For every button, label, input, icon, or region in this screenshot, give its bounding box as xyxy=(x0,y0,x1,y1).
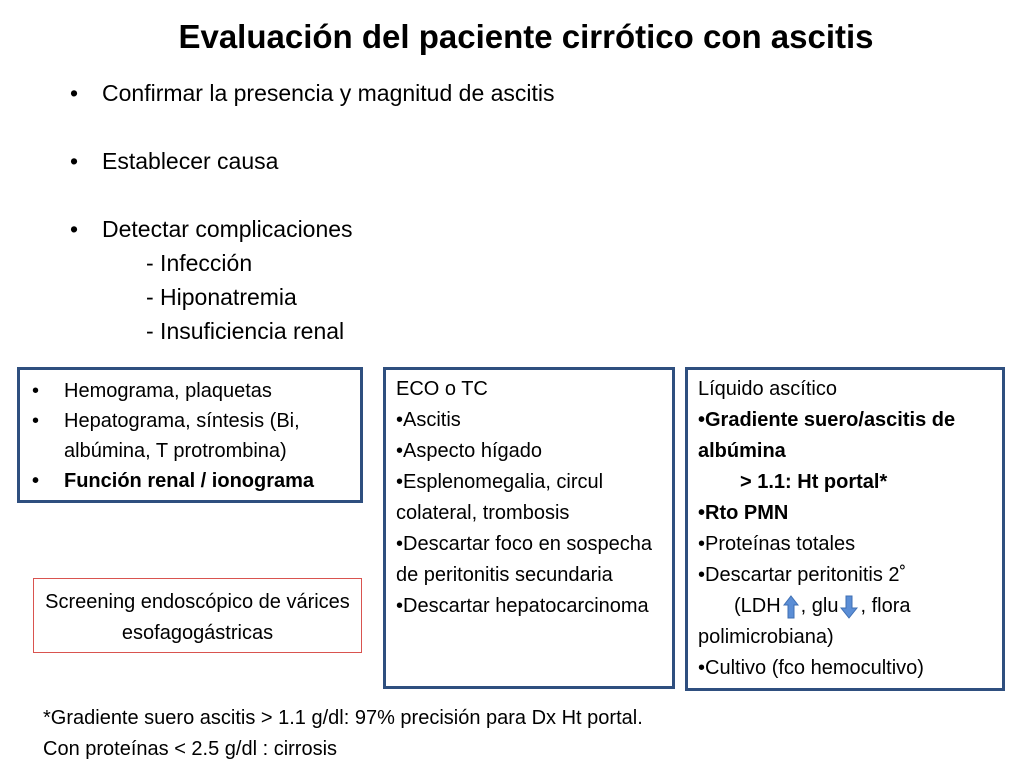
complication-infection: - Infección xyxy=(146,250,253,276)
bullet-dot: • xyxy=(32,470,40,492)
fluid-pmn: •Rto PMN xyxy=(698,502,789,524)
bullet-dot: • xyxy=(70,148,79,174)
arrow-down-icon xyxy=(840,595,858,619)
bullet-dot: • xyxy=(32,410,40,432)
complication-hyponatremia: - Hiponatremia xyxy=(146,284,297,310)
list-item xyxy=(32,406,354,466)
screening-text: Screening endoscópico de várices esofagogástricas xyxy=(45,591,350,644)
labs-item-blood-count: Hemograma, plaquetas xyxy=(64,380,272,402)
bullet-text: Confirmar la presencia y magnitud de ascitis xyxy=(102,80,555,106)
fluid-peritonitis: •Descartar peritonitis 2˚ xyxy=(698,564,907,586)
bullet-cause xyxy=(70,144,555,178)
screening-box xyxy=(33,578,362,653)
imaging-box xyxy=(383,367,675,689)
arrow-up-icon xyxy=(783,595,799,619)
fluid-proteins: •Proteínas totales xyxy=(698,533,856,555)
ascitic-fluid-box xyxy=(685,367,1005,691)
footnote-line-1: *Gradiente suero ascitis > 1.1 g/dl: 97% precisión para Dx Ht portal. xyxy=(43,707,643,729)
bullet-text: Detectar complicaciones xyxy=(102,216,353,242)
complication-renal: - Insuficiencia renal xyxy=(146,318,345,344)
list-item xyxy=(32,376,354,406)
main-bullet-list xyxy=(70,76,555,348)
imaging-item-ascites: •Ascitis xyxy=(396,409,461,431)
fluid-ldh: (LDH xyxy=(734,595,781,617)
imaging-item-liver: •Aspecto hígado xyxy=(396,440,542,462)
labs-box xyxy=(17,367,363,503)
footnote xyxy=(43,703,643,765)
footnote-line-2: Con proteínas < 2.5 g/dl : cirrosis xyxy=(43,738,338,760)
list-item xyxy=(32,466,354,496)
fluid-heading: Líquido ascítico xyxy=(698,378,837,400)
fluid-gradient: •Gradiente suero/ascitis de albúmina xyxy=(698,409,956,462)
labs-item-liver-panel: Hepatograma, síntesis (Bi, albúmina, T protrombina) xyxy=(64,410,300,462)
bullet-dot: • xyxy=(32,380,40,402)
imaging-item-spleen: •Esplenomegalia, circul colateral, trombosis xyxy=(396,471,604,524)
bullet-dot: • xyxy=(70,216,79,242)
imaging-heading: ECO o TC xyxy=(396,378,488,400)
imaging-item-peritonitis: •Descartar foco en sospecha de peritonitis secundaria xyxy=(396,533,653,586)
fluid-culture: •Cultivo (fco hemocultivo) xyxy=(698,657,924,679)
bullet-dot: • xyxy=(70,80,79,106)
labs-item-renal: Función renal / ionograma xyxy=(64,470,315,492)
bullet-confirm xyxy=(70,76,555,110)
imaging-item-hcc: •Descartar hepatocarcinoma xyxy=(396,595,649,617)
fluid-glu: , glu xyxy=(800,595,839,617)
bullet-complications xyxy=(70,212,555,246)
fluid-flora: , flora polimicrobiana) xyxy=(698,595,911,648)
fluid-peritonitis-detail xyxy=(698,591,996,653)
slide-title: Evaluación del paciente cirrótico con ascitis xyxy=(178,18,874,55)
bullet-text: Establecer causa xyxy=(102,148,279,174)
fluid-gradient-value: > 1.1: Ht portal* xyxy=(740,471,888,493)
